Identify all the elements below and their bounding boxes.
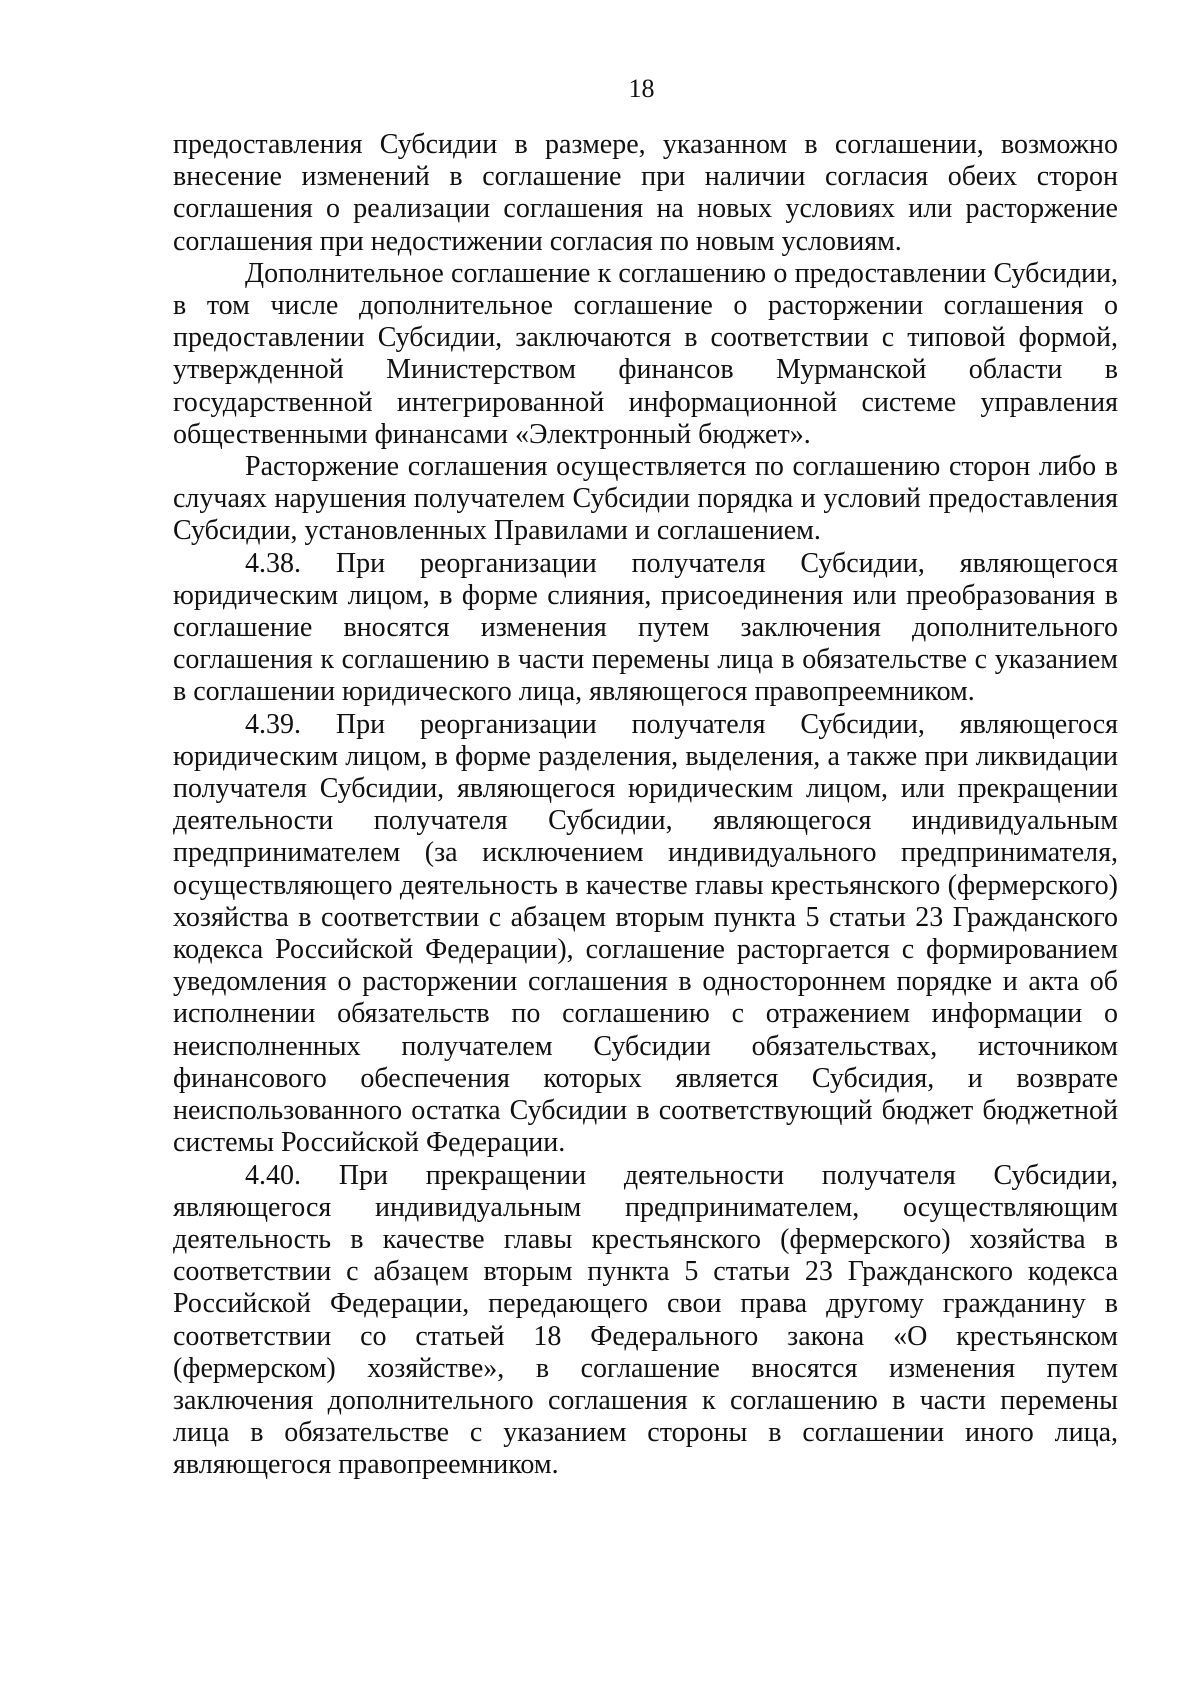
- clause-number: 4.39.: [245, 708, 301, 740]
- clause-4-38: [173, 548, 1118, 709]
- clause-text: При прекращении деятельности получателя Субсидии, являющегося индивидуальным предпринимателем, осуществляющим деятельность в качестве главы крестьянского (фермерского) хозяйства в соответствии с абзацем вторым пункта 5 статьи 23 Гражданского кодекса Российской Федерации, передающего свои права другому гражданину в соответствии со статьей 18 Федерального закона «О крестьянском (фермерском) хозяйстве», в соглашение вносятся изменения путем заключения дополнительного соглашения к соглашению в части перемены лица в обязательстве с указанием стороны в соглашении иного лица, являющегося правопреемником.: [173, 1159, 1118, 1481]
- paragraph-text: предоставления Субсидии в размере, указанном в соглашении, возможно внесение изменений в соглашение при наличии согласия обеих сторон соглашения о реализации соглашения на новых условиях или расторжение соглашения при недостижении согласия по новым условиям.: [173, 129, 1118, 257]
- clause-4-39: [173, 709, 1118, 1160]
- clause-text: При реорганизации получателя Субсидии, являющегося юридическим лицом, в форме разделения, выделения, а также при ликвидации получателя Субсидии, являющегося юридическим лицом, или прекращении деятельности получателя Субсидии, являющегося индивидуальным предпринимателем (за исключением индивидуального предпринимателя, осуществляющего деятельность в качестве главы крестьянского (фермерского) хозяйства в соответствии с абзацем вторым пункта 5 статьи 23 Гражданского кодекса Российской Федерации), соглашение расторгается с формированием уведомления о расторжении соглашения в одностороннем порядке и акта об исполнении обязательств по соглашению с отражением информации о неисполненных получателем Субсидии обязательствах, источником финансового обеспечения которых является Субсидия, и возврате неиспользованного остатка Субсидии в соответствующий бюджет бюджетной системы Российской Федерации.: [173, 708, 1119, 1159]
- paragraph-text: Дополнительное соглашение к соглашению о предоставлении Субсидии, в том числе дополнительное соглашение о расторжении соглашения о предоставлении Субсидии, заключаются в соответствии с типовой формой, утвержденной Министерством финансов Мурманской области в государственной интегрированной информационной системе управления общественными финансами «Электронный бюджет».: [173, 257, 1118, 450]
- clause-number: 4.40.: [245, 1159, 301, 1191]
- paragraph-additional-agreement: [173, 258, 1118, 451]
- clause-4-40: [173, 1160, 1118, 1482]
- paragraph-continuation: [173, 129, 1118, 258]
- clause-text: При реорганизации получателя Субсидии, являющегося юридическим лицом, в форме слияния, присоединения или преобразования в соглашение вносятся изменения путем заключения дополнительного соглашения к соглашению в части перемены лица в обязательстве с указанием в соглашении юридического лица, являющегося правопреемником.: [173, 547, 1119, 708]
- page-number: 18: [628, 74, 655, 103]
- clause-number: 4.38.: [245, 547, 301, 579]
- document-body: [173, 129, 1118, 1482]
- paragraph-text: Расторжение соглашения осуществляется по соглашению сторон либо в случаях нарушения получателем Субсидии порядка и условий предоставления Субсидии, установленных Правилами и соглашением.: [173, 451, 1118, 547]
- paragraph-termination: [173, 451, 1118, 548]
